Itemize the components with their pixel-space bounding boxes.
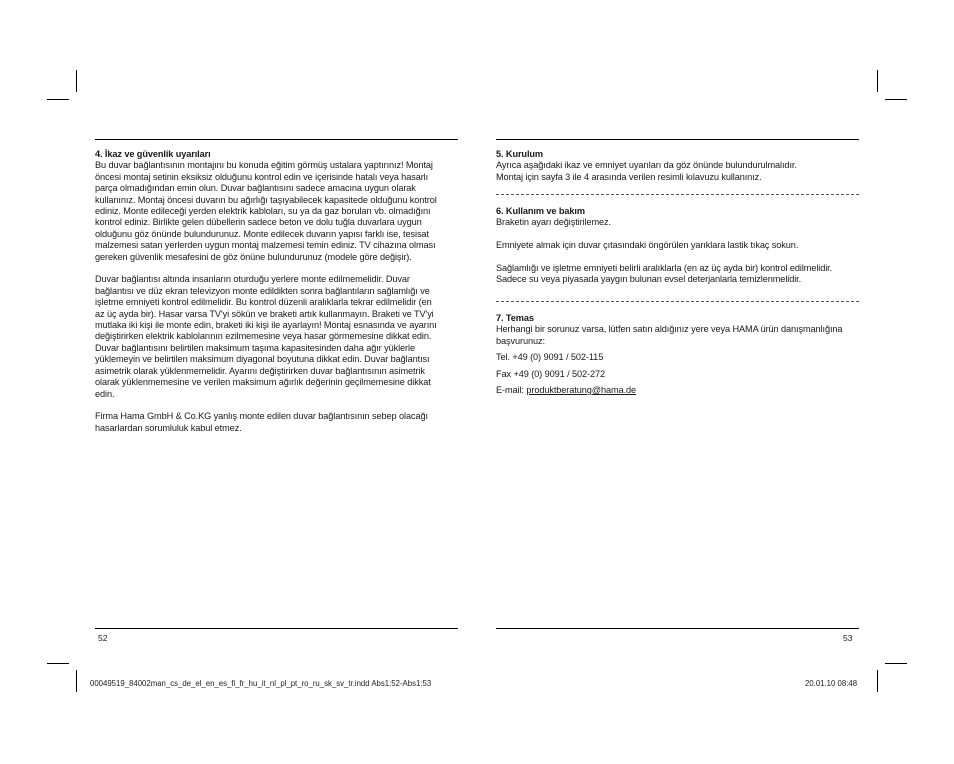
fax-line: Fax +49 (0) 9091 / 502-272: [496, 368, 606, 379]
page-number-left: 52: [98, 633, 108, 643]
section-5-heading: 5. Kurulum: [496, 149, 543, 159]
text-line: Firma Hama GmbH & Co.KG yanlış monte edilen duvar bağlantısının sebep olacağı: [95, 411, 428, 422]
text-line: asimetrik olarak yüklenmemelidir. Ayarını değiştirirken duvar bağlantısının asimetrik: [95, 365, 425, 376]
text-line: mutlaka iki kişi ile monte edin, braketi iki kişi ile ayarlayın! Montaj esnasında ve ayarını: [95, 320, 437, 331]
crop-mark: [877, 670, 878, 692]
email-label: E-mail:: [496, 385, 527, 396]
crop-mark: [47, 99, 69, 100]
text-line: kullanınız. Montaj öncesi duvarın bu ağırlığı taşıyabilecek kapasitede olduğunu kontrol: [95, 194, 437, 205]
text-line: az üç ayda bir). Hasar varsa TV'yi sökün ve braketi artık kullanmayın. Braketi ve TV'yi: [95, 308, 434, 319]
text-line: Herhangi bir sorunuz varsa, lütfen satın aldığınız yere veya HAMA ürün danışmanlığına: [496, 324, 843, 335]
crop-mark: [47, 663, 69, 664]
text-line: malzemesi satan yerlerden uygun montaj malzemesi temin ediniz. TV cihazına olması: [95, 240, 436, 251]
text-line: değiştirirken elektrik kablolarının ezilmemesine veya hasar görmemesine dikkat edin.: [95, 331, 432, 342]
email-link[interactable]: produktberatung@hama.de: [526, 385, 637, 396]
section-divider: [496, 194, 859, 195]
text-line: ediniz. Monte edileceği yerden elektrik kabloları, su ya da gaz boruları vb. olmadığını: [95, 206, 431, 217]
text-line: parça olmadığından emin olun. Duvar bağlantısını sadece amacına uygun olarak: [95, 183, 416, 194]
text-line: olarak yüklenmemesine ve verilen maksimum ağırlık değerinin geçilmemesine dikkat: [95, 377, 431, 388]
section-7-heading: 7. Temas: [496, 313, 534, 323]
right-column: [496, 149, 861, 183]
text-line: Sadece su veya piyasada yaygın bulunan evsel deterjanlarla temizlenmelidir.: [496, 274, 802, 285]
text-line: Emniyete almak için duvar çıtasındaki öngörülen yarıklara lastik tıkaç sokun.: [496, 240, 799, 251]
text-line: Braketin ayarı değiştirilemez.: [496, 217, 611, 228]
text-line: işletme emniyeti kontrol edilmelidir. Bu kontrol düzenli aralıklarla tekrar edilmelidir (en: [95, 297, 432, 308]
text-line: yüklemeyin ve belirtilen maksimum diyagonal boyutuna dikkat edin. Duvar bağlantısı: [95, 354, 430, 365]
text-line: hasarlardan sorumluluk kabul etmez.: [95, 422, 242, 433]
email-line: [496, 385, 861, 396]
text-line: olduğunu göz önünde bulundurunuz. Monte edilecek duvarın yapısı farklı ise, tesisat: [95, 228, 429, 239]
crop-mark: [76, 670, 77, 692]
text-line: Bu duvar bağlantısının montajını bu konuda eğitim görmüş ustalara yaptırınız! Montaj: [95, 160, 433, 171]
text-line: Sağlamlığı ve işletme emniyeti belirli aralıklarla (en az üç ayda bir) kontrol edilmelidir.: [496, 263, 833, 273]
text-line: Duvar bağlantısı altında insanların oturduğu yerlere monte edilmemelidir. Duvar: [95, 274, 410, 285]
slug-date: 20.01.10 08:48: [805, 679, 858, 688]
slug-filename: 00049519_84002man_cs_de_el_en_es_fi_fr_hu_it_nl_pl_pt_ro_ru_sk_sv_tr.indd Abs1:52-Abs1:53: [90, 679, 432, 688]
right-column-section-6: [496, 206, 861, 286]
section-4-heading: 4. İkaz ve güvenlik uyarıları: [95, 149, 211, 159]
page-number-right: 53: [843, 633, 853, 643]
left-top-rule: [95, 139, 458, 140]
right-top-rule: [496, 139, 859, 140]
tel-line: Tel. +49 (0) 9091 / 502-115: [496, 352, 604, 363]
crop-mark: [76, 70, 77, 92]
crop-mark: [885, 99, 907, 100]
text-line: gereken güvenlik mesafesini de göz önüne bulundurunuz (modele göre değişir).: [95, 251, 412, 262]
right-column-section-7: [496, 313, 861, 396]
text-line: Montaj için sayfa 3 ile 4 arasında verilen resimli kılavuzu kullanınız.: [496, 171, 762, 182]
right-bottom-rule: [496, 628, 859, 629]
section-divider: [496, 301, 859, 302]
left-column: [95, 149, 460, 434]
text-line: başvurunuz:: [496, 335, 545, 346]
text-line: öncesi montaj setinin eksiksiz olduğunu kontrol edin ve içerisinde hatalı veya hasarlı: [95, 171, 429, 182]
section-6-heading: 6. Kullanım ve bakım: [496, 206, 585, 216]
left-bottom-rule: [95, 628, 458, 629]
text-line: Duvar bağlantısını belirtilen maksimum taşıma kapasitesinden daha ağır yüklerle: [95, 342, 415, 353]
crop-mark: [877, 70, 878, 92]
text-line: Ayrıca aşağıdaki ikaz ve emniyet uyarıları da göz önünde bulundurulmalıdır.: [496, 160, 797, 171]
text-line: edin.: [95, 388, 115, 399]
text-line: bağlantısı ve düz ekran televizyon monte edildikten sonra bağlantıların sağlamlığı ve: [95, 285, 430, 296]
text-line: kontrol ediniz. Birlikte gelen dübellerin sadece beton ve dolu tuğla duvarlara uygun: [95, 217, 422, 228]
crop-mark: [885, 663, 907, 664]
